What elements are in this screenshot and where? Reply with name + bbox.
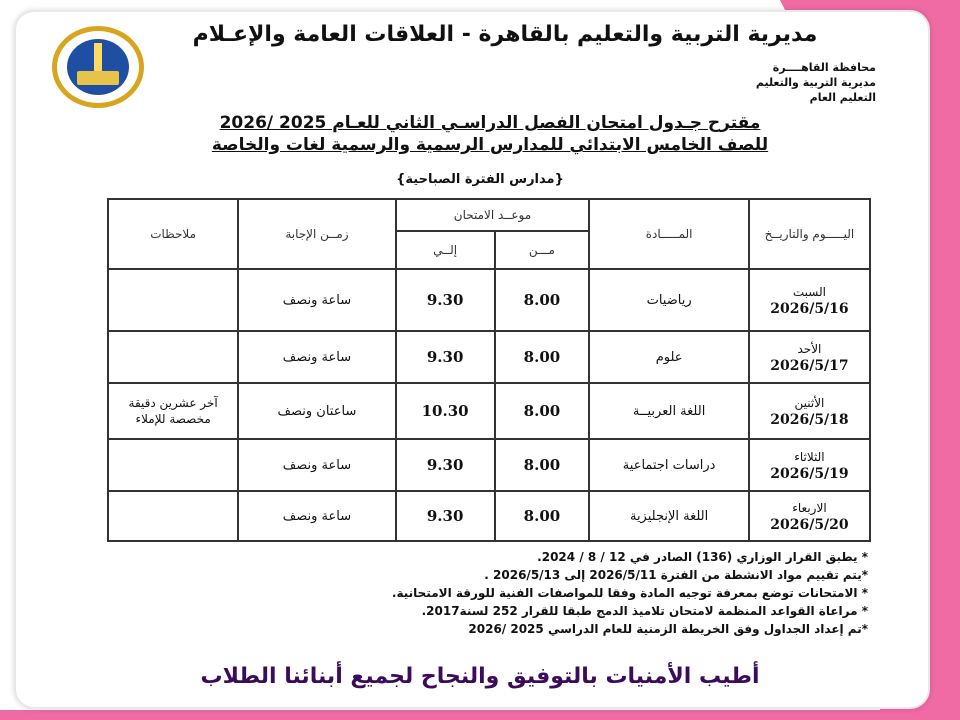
cell-from: 8.00 [495, 383, 590, 439]
table-row [108, 491, 870, 541]
cell-notes: آخر عشرين دقيقة مخصصة للإملاء [108, 383, 238, 439]
table-row [108, 439, 870, 491]
footer-wish: أطيب الأمنيات بالتوفيق والنجاح لجميع أبنائنا الطلاب [200, 664, 760, 689]
note-item: *تم إعداد الجداول وفق الخريطة الزمنية للعام الدراسي 2025 /2026 [468, 622, 868, 636]
authority-governorate: محافظة القاهــــرة [772, 61, 876, 74]
directorate-logo [52, 26, 144, 108]
cell-to: 9.30 [396, 439, 495, 491]
table-row [108, 331, 870, 383]
title-line-2: للصف الخامس الابتدائي للمدارس الرسمية والرسمية لغات والخاصة [211, 135, 769, 155]
header-from: مـــن [495, 231, 590, 269]
header-exam-time: موعــد الامتحان [396, 199, 590, 231]
document-title [140, 112, 840, 156]
pink-bottom-band [0, 710, 960, 720]
cell-from: 8.00 [495, 491, 590, 541]
cell-to: 9.30 [396, 491, 495, 541]
authority-directorate: مديرية التربية والتعليم [755, 76, 876, 89]
cell-duration: ساعة ونصف [238, 439, 395, 491]
cell-notes [108, 269, 238, 331]
cell-subject: اللغة العربيــة [589, 383, 749, 439]
cell-duration: ساعتان ونصف [238, 383, 395, 439]
authority-block [756, 60, 876, 105]
cell-day-date: الاربعاء 2026/5/20 [749, 491, 870, 541]
cell-duration: ساعة ونصف [238, 331, 395, 383]
cell-from: 8.00 [495, 439, 590, 491]
cell-duration: ساعة ونصف [238, 269, 395, 331]
notes-list [208, 548, 868, 638]
shift-subtitle: {مدارس الفترة الصباحية} [396, 172, 564, 187]
cell-subject: رياضيات [589, 269, 749, 331]
cell-subject: اللغة الإنجليزية [589, 491, 749, 541]
note-item: * يطبق القرار الوزاري (136) الصادر في 12 / 8 / 2024. [537, 550, 868, 564]
table-row [108, 269, 870, 331]
cell-day-date: الأحد 2026/5/17 [749, 331, 870, 383]
cell-to: 10.30 [396, 383, 495, 439]
exam-schedule-table [107, 198, 871, 542]
cell-duration: ساعة ونصف [238, 491, 395, 541]
table-row [108, 383, 870, 439]
header-to: إلــي [396, 231, 495, 269]
cell-to: 9.30 [396, 269, 495, 331]
cairo-tower-icon [94, 43, 102, 73]
note-item: * الامتحانات توضع بمعرفة توجيه المادة وفقا للمواصفات الفنية للورقة الامتحانية. [391, 586, 868, 600]
title-line-1: مقترح جـدول امتحان الفصل الدراسـي الثاني للعـام 2025 /2026 [219, 113, 761, 133]
header-day-date: اليـــــوم والتاريــخ [749, 199, 870, 269]
note-item: *يتم تقييم مواد الانشطة من الفترة 2026/5/11 إلى 2026/5/13 . [484, 568, 868, 582]
cell-notes [108, 491, 238, 541]
page-header: مديرية التربية والتعليم بالقاهرة - العلاقات العامة والإعـلام [192, 22, 818, 47]
cell-notes [108, 439, 238, 491]
table-header-row [108, 199, 870, 231]
cell-notes [108, 331, 238, 383]
note-item: * مراعاة القواعد المنظمة لامتحان تلاميذ الدمج طبقا للقرار 252 لسنة2017. [421, 604, 868, 618]
authority-department: التعليم العام [809, 91, 876, 104]
cell-to: 9.30 [396, 331, 495, 383]
header-subject: المـــــادة [589, 199, 749, 269]
cell-from: 8.00 [495, 269, 590, 331]
cell-day-date: الأثنين 2026/5/18 [749, 383, 870, 439]
open-book-icon [77, 71, 119, 85]
header-duration: زمــن الإجابة [238, 199, 395, 269]
header-notes: ملاحظات [108, 199, 238, 269]
cell-day-date: الثلاثاء 2026/5/19 [749, 439, 870, 491]
cell-subject: علوم [589, 331, 749, 383]
cell-from: 8.00 [495, 331, 590, 383]
cell-day-date: السبت 2026/5/16 [749, 269, 870, 331]
cell-subject: دراسات اجتماعية [589, 439, 749, 491]
